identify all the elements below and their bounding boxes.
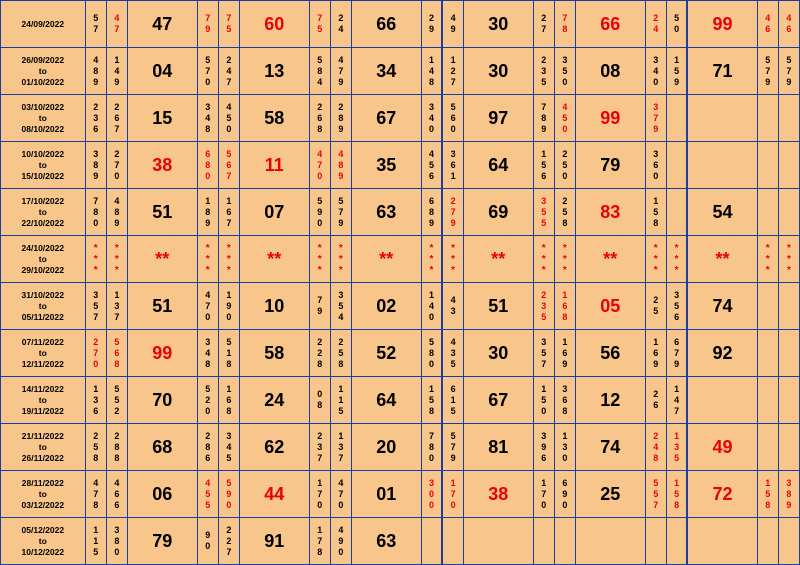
small-digits: 2 8 6: [197, 424, 218, 471]
big-number: 70: [127, 377, 197, 424]
small-digits: 4 7: [106, 1, 127, 48]
small-digits: 3 8 9: [778, 471, 799, 518]
row-date-cell: [1, 471, 86, 518]
star-small: * * *: [218, 236, 239, 283]
big-number: 67: [463, 377, 533, 424]
star-small: * * *: [666, 236, 687, 283]
small-digits: 3 4 8: [197, 95, 218, 142]
small-digits: 7 8: [554, 1, 575, 48]
row-date-cell: [1, 95, 86, 142]
small-digits: 4 7 9: [330, 48, 351, 95]
big-number: 20: [351, 424, 421, 471]
small-digits: [666, 142, 687, 189]
small-digits: 5 6 0: [442, 95, 463, 142]
big-number: 30: [463, 48, 533, 95]
big-number: 02: [351, 283, 421, 330]
small-digits: 3 4 5: [218, 424, 239, 471]
small-digits: 1 3 7: [106, 283, 127, 330]
small-digits: 2 2 8: [309, 330, 330, 377]
table-row: [1, 377, 800, 424]
table-row: [1, 95, 800, 142]
date-to-label: to: [38, 488, 47, 499]
empty-cell: [575, 518, 645, 565]
date-from: 17/10/2022: [21, 195, 65, 206]
small-digits: 1 3 7: [330, 424, 351, 471]
small-digits: 5 7 9: [330, 189, 351, 236]
date-to-label: to: [38, 535, 47, 546]
small-digits: 5 9 0: [309, 189, 330, 236]
date-end: 29/10/2022: [21, 264, 65, 275]
big-number: 92: [687, 330, 757, 377]
small-digits: [778, 142, 799, 189]
small-digits: 1 6 9: [554, 330, 575, 377]
date-from: 21/11/2022: [21, 430, 64, 441]
small-digits: 1 7 8: [309, 518, 330, 565]
date-end: 24/09/2022: [21, 18, 65, 29]
small-digits: 1 4 0: [421, 283, 442, 330]
small-digits: 5 5 7: [645, 471, 666, 518]
big-number: [687, 95, 757, 142]
small-digits: 2 7 9: [442, 189, 463, 236]
small-digits: 3 0 0: [421, 471, 442, 518]
star-small: * * *: [757, 236, 778, 283]
date-from: 31/10/2022: [21, 289, 65, 300]
star-small: * * *: [330, 236, 351, 283]
small-digits: 1 2 7: [442, 48, 463, 95]
small-digits: 2 7 0: [85, 330, 106, 377]
small-digits: 2 5 0: [554, 142, 575, 189]
date-to-label: to: [38, 112, 47, 123]
small-digits: 2 3 5: [533, 283, 554, 330]
date-from: 28/11/2022: [21, 477, 64, 488]
star-big: **: [351, 236, 421, 283]
small-digits: 6 9 0: [554, 471, 575, 518]
small-digits: 2 3 5: [533, 48, 554, 95]
date-end: 22/10/2022: [21, 217, 65, 228]
star-big: **: [239, 236, 309, 283]
small-digits: 5 5 2: [106, 377, 127, 424]
big-number: 05: [575, 283, 645, 330]
small-digits: 2 8 9: [330, 95, 351, 142]
small-digits: 3 6 8: [554, 377, 575, 424]
date-from: 26/09/2022: [21, 54, 65, 65]
date-from: 14/11/2022: [21, 383, 64, 394]
small-digits: [778, 424, 799, 471]
small-digits: [757, 189, 778, 236]
date-to-label: to: [38, 300, 47, 311]
big-number: [687, 377, 757, 424]
row-date-cell: [1, 48, 86, 95]
small-digits: [778, 330, 799, 377]
small-digits: 1 5 8: [757, 471, 778, 518]
table-row: [1, 189, 800, 236]
small-digits: 1 5 8: [421, 377, 442, 424]
small-digits: 5 8 4: [309, 48, 330, 95]
small-digits: 4 9 0: [330, 518, 351, 565]
small-digits: 3 5 5: [533, 189, 554, 236]
row-date-cell: [1, 330, 86, 377]
star-small: * * *: [106, 236, 127, 283]
small-digits: 7 8 0: [85, 189, 106, 236]
date-end: 19/11/2022: [21, 405, 64, 416]
small-digits: 3 5 7: [85, 283, 106, 330]
small-digits: 3 5 4: [330, 283, 351, 330]
small-digits: 2 6 8: [309, 95, 330, 142]
big-number: 52: [351, 330, 421, 377]
big-number: 51: [127, 189, 197, 236]
small-digits: 1 5 9: [666, 48, 687, 95]
small-digits: 6 7 9: [666, 330, 687, 377]
big-number: [687, 142, 757, 189]
big-number: 51: [127, 283, 197, 330]
small-digits: 4 6: [778, 1, 799, 48]
row-date-cell: [1, 1, 86, 48]
small-digits: 5 0: [666, 1, 687, 48]
big-number: 30: [463, 1, 533, 48]
star-small: * * *: [85, 236, 106, 283]
small-digits: [757, 142, 778, 189]
small-digits: 5 2 0: [197, 377, 218, 424]
small-digits: 4 5 6: [421, 142, 442, 189]
table-row: [1, 518, 800, 565]
small-digits: 4 5 5: [197, 471, 218, 518]
date-to-label: to: [38, 159, 47, 170]
small-digits: 3 8 0: [106, 518, 127, 565]
star-small: * * *: [554, 236, 575, 283]
date-from: 05/12/2022: [21, 524, 65, 535]
small-digits: 2 4 7: [218, 48, 239, 95]
small-digits: 1 5 8: [645, 189, 666, 236]
small-digits: 1 6 8: [554, 283, 575, 330]
date-to-label: to: [38, 441, 47, 452]
empty-cell: [757, 518, 778, 565]
big-number: 97: [463, 95, 533, 142]
row-date-cell: [1, 377, 86, 424]
small-digits: 4 7 0: [197, 283, 218, 330]
big-number: 30: [463, 330, 533, 377]
small-digits: 1 7 0: [309, 471, 330, 518]
table-row-star: [1, 236, 800, 283]
small-digits: 1 7 0: [442, 471, 463, 518]
small-digits: 2 5: [645, 283, 666, 330]
small-digits: 1 5 6: [533, 142, 554, 189]
row-date-cell: [1, 189, 86, 236]
small-digits: 5 6 8: [106, 330, 127, 377]
date-to-label: to: [38, 65, 47, 76]
small-digits: 1 1 5: [85, 518, 106, 565]
big-number: 56: [575, 330, 645, 377]
empty-cell: [645, 518, 666, 565]
small-digits: [757, 330, 778, 377]
small-digits: 3 9 6: [533, 424, 554, 471]
small-digits: 1 3 0: [554, 424, 575, 471]
small-digits: 3 5 7: [533, 330, 554, 377]
big-number: 79: [575, 142, 645, 189]
small-digits: 1 4 7: [666, 377, 687, 424]
small-digits: 9 0: [197, 518, 218, 565]
big-number: 51: [463, 283, 533, 330]
big-number: 44: [239, 471, 309, 518]
date-end: 12/11/2022: [21, 358, 64, 369]
small-digits: 7 5: [218, 1, 239, 48]
date-end: 03/12/2022: [21, 499, 65, 510]
small-digits: 3 5 0: [554, 48, 575, 95]
big-number: 74: [575, 424, 645, 471]
small-digits: 1 6 8: [218, 377, 239, 424]
small-digits: 4 5 0: [554, 95, 575, 142]
star-big: **: [687, 236, 757, 283]
date-end: 08/10/2022: [21, 123, 65, 134]
small-digits: 7 8 0: [421, 424, 442, 471]
small-digits: 7 8 9: [533, 95, 554, 142]
small-digits: 1 3 5: [666, 424, 687, 471]
table-row: [1, 424, 800, 471]
star-big: **: [127, 236, 197, 283]
date-end: 01/10/2022: [21, 76, 65, 87]
small-digits: 5 7 9: [442, 424, 463, 471]
small-digits: 4 9: [442, 1, 463, 48]
small-digits: 7 9: [309, 283, 330, 330]
big-number: 47: [127, 1, 197, 48]
big-number: 66: [575, 1, 645, 48]
small-digits: [778, 189, 799, 236]
star-big: **: [575, 236, 645, 283]
small-digits: [666, 189, 687, 236]
small-digits: 6 8 9: [421, 189, 442, 236]
empty-cell: [687, 518, 757, 565]
small-digits: 3 4 0: [645, 48, 666, 95]
small-digits: 2 6: [645, 377, 666, 424]
empty-cell: [554, 518, 575, 565]
small-digits: 3 6 1: [442, 142, 463, 189]
big-number: 63: [351, 189, 421, 236]
empty-cell: [666, 518, 687, 565]
big-number: 04: [127, 48, 197, 95]
small-digits: 7 9: [197, 1, 218, 48]
big-number: 11: [239, 142, 309, 189]
table-row: [1, 142, 800, 189]
star-big: **: [463, 236, 533, 283]
empty-cell: [533, 518, 554, 565]
small-digits: 5 7: [85, 1, 106, 48]
small-digits: 1 5 8: [666, 471, 687, 518]
big-number: 58: [239, 95, 309, 142]
empty-cell: [442, 518, 463, 565]
big-number: 83: [575, 189, 645, 236]
small-digits: [778, 377, 799, 424]
big-number: 06: [127, 471, 197, 518]
big-number: 58: [239, 330, 309, 377]
date-to-label: to: [38, 253, 47, 264]
big-number: 10: [239, 283, 309, 330]
big-number: 81: [463, 424, 533, 471]
small-digits: 5 9 0: [218, 471, 239, 518]
table-row: [1, 283, 800, 330]
small-digits: 2 5 8: [330, 330, 351, 377]
big-number: 68: [127, 424, 197, 471]
small-digits: 3 7 9: [645, 95, 666, 142]
date-end: 26/11/2022: [21, 452, 64, 463]
small-digits: 4 8 9: [106, 189, 127, 236]
big-number: 71: [687, 48, 757, 95]
big-number: 12: [575, 377, 645, 424]
small-digits: 7 5: [309, 1, 330, 48]
small-digits: 4 6: [757, 1, 778, 48]
big-number: 74: [687, 283, 757, 330]
small-digits: 5 7 9: [778, 48, 799, 95]
small-digits: 2 4 8: [645, 424, 666, 471]
row-date-cell: [1, 518, 86, 565]
big-number: 07: [239, 189, 309, 236]
big-number: 63: [351, 518, 421, 565]
small-digits: 1 6 7: [218, 189, 239, 236]
table-row: [1, 1, 800, 48]
small-digits: 4 7 0: [309, 142, 330, 189]
small-digits: 2 5 8: [85, 424, 106, 471]
small-digits: 2 4: [330, 1, 351, 48]
big-number: 64: [351, 377, 421, 424]
table-row: [1, 48, 800, 95]
small-digits: 4 6 6: [106, 471, 127, 518]
row-date-cell: [1, 236, 86, 283]
small-digits: 3 6 0: [645, 142, 666, 189]
big-number: 38: [463, 471, 533, 518]
star-small: * * *: [309, 236, 330, 283]
small-digits: 4 3 5: [442, 330, 463, 377]
date-end: 15/10/2022: [21, 170, 65, 181]
big-number: 35: [351, 142, 421, 189]
small-digits: 3 4 0: [421, 95, 442, 142]
big-number: 24: [239, 377, 309, 424]
small-digits: 2 7 0: [106, 142, 127, 189]
small-digits: 5 7 0: [197, 48, 218, 95]
small-digits: 6 1 5: [442, 377, 463, 424]
small-digits: 5 8 0: [421, 330, 442, 377]
small-digits: 1 1 5: [330, 377, 351, 424]
small-digits: 2 8 8: [106, 424, 127, 471]
big-number: 01: [351, 471, 421, 518]
small-digits: [778, 95, 799, 142]
big-number: 38: [127, 142, 197, 189]
date-to-label: to: [38, 206, 47, 217]
small-digits: 4 8 9: [330, 142, 351, 189]
date-to-label: to: [38, 394, 47, 405]
small-digits: 1 4 9: [106, 48, 127, 95]
empty-cell: [463, 518, 533, 565]
table-row: [1, 330, 800, 377]
date-from: 03/10/2022: [21, 101, 65, 112]
star-small: * * *: [421, 236, 442, 283]
date-from: 07/11/2022: [21, 336, 64, 347]
big-number: 66: [351, 1, 421, 48]
big-number: 49: [687, 424, 757, 471]
small-digits: [778, 283, 799, 330]
star-small: * * *: [533, 236, 554, 283]
big-number: 08: [575, 48, 645, 95]
small-digits: 5 7 9: [757, 48, 778, 95]
big-number: 99: [687, 1, 757, 48]
big-number: 67: [351, 95, 421, 142]
star-small: * * *: [442, 236, 463, 283]
date-end: 05/11/2022: [21, 311, 64, 322]
small-digits: [757, 283, 778, 330]
small-digits: 5 6 7: [218, 142, 239, 189]
star-small: * * *: [778, 236, 799, 283]
big-number: 72: [687, 471, 757, 518]
big-number: 79: [127, 518, 197, 565]
big-number: 60: [239, 1, 309, 48]
big-number: 15: [127, 95, 197, 142]
star-small: * * *: [197, 236, 218, 283]
row-date-cell: [1, 424, 86, 471]
table-row: [1, 471, 800, 518]
small-digits: 4 5 0: [218, 95, 239, 142]
date-end: 10/12/2022: [21, 546, 65, 557]
small-digits: 5 1 8: [218, 330, 239, 377]
date-from: 10/10/2022: [21, 148, 65, 159]
big-number: 13: [239, 48, 309, 95]
row-date-cell: [1, 283, 86, 330]
date-to-label: to: [38, 347, 47, 358]
small-digits: 2 7: [533, 1, 554, 48]
big-number: 62: [239, 424, 309, 471]
small-digits: 0 8: [309, 377, 330, 424]
date-from: 24/10/2022: [21, 242, 65, 253]
small-digits: 4 8 9: [85, 48, 106, 95]
empty-cell: [421, 518, 442, 565]
big-number: 69: [463, 189, 533, 236]
small-digits: 1 4 8: [421, 48, 442, 95]
big-number: 34: [351, 48, 421, 95]
small-digits: 1 6 9: [645, 330, 666, 377]
small-digits: 3 4 8: [197, 330, 218, 377]
small-digits: 4 7 0: [330, 471, 351, 518]
big-number: 64: [463, 142, 533, 189]
small-digits: 2 9: [421, 1, 442, 48]
small-digits: 1 7 0: [533, 471, 554, 518]
small-digits: 6 8 0: [197, 142, 218, 189]
small-digits: 1 9 0: [218, 283, 239, 330]
small-digits: 2 2 7: [218, 518, 239, 565]
small-digits: 3 5 6: [666, 283, 687, 330]
small-digits: 4 7 8: [85, 471, 106, 518]
small-digits: 2 3 6: [85, 95, 106, 142]
big-number: 99: [127, 330, 197, 377]
small-digits: 2 6 7: [106, 95, 127, 142]
star-small: * * *: [645, 236, 666, 283]
small-digits: [666, 95, 687, 142]
small-digits: 1 8 9: [197, 189, 218, 236]
empty-cell: [778, 518, 799, 565]
small-digits: 4 3: [442, 283, 463, 330]
small-digits: [757, 377, 778, 424]
row-date-cell: [1, 142, 86, 189]
small-digits: [757, 424, 778, 471]
small-digits: 3 8 9: [85, 142, 106, 189]
big-number: 54: [687, 189, 757, 236]
small-digits: 1 5 0: [533, 377, 554, 424]
small-digits: 2 4: [645, 1, 666, 48]
big-number: 91: [239, 518, 309, 565]
small-digits: 2 5 8: [554, 189, 575, 236]
small-digits: 2 3 7: [309, 424, 330, 471]
big-number: 99: [575, 95, 645, 142]
small-digits: 1 3 6: [85, 377, 106, 424]
small-digits: [757, 95, 778, 142]
big-number: 25: [575, 471, 645, 518]
